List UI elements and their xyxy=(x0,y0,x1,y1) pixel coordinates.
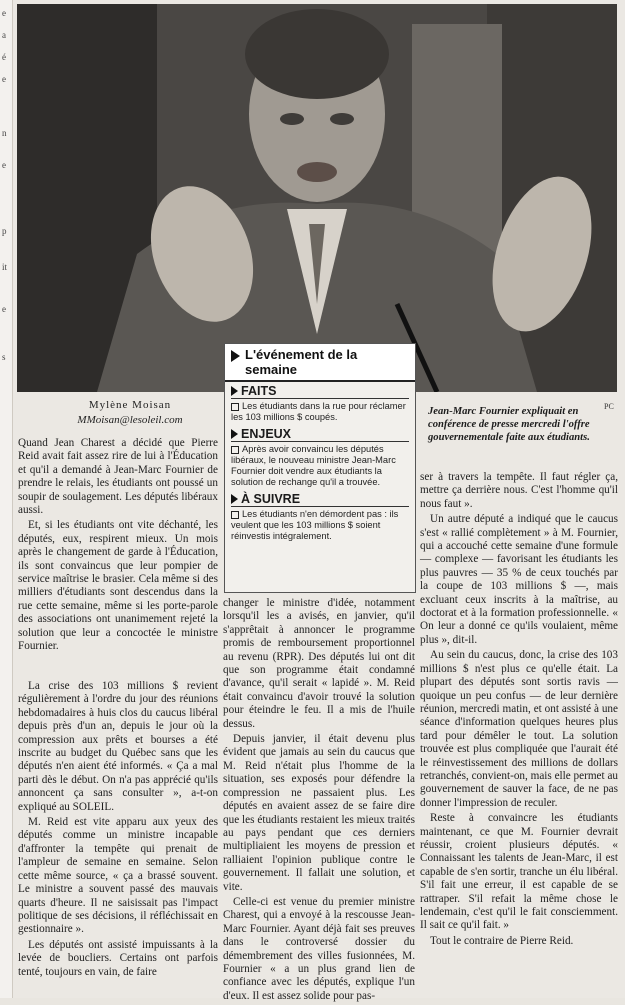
gutter-letter: s xyxy=(2,352,6,362)
triangle-icon xyxy=(231,429,238,439)
section-body: Après avoir convaincu les députés libéraux, le nouveau ministre Jean-Marc Fournier doit vendre aux étudiants la solution de rechange qu'il a trouvée. xyxy=(231,444,396,487)
box-section-faits xyxy=(225,382,415,425)
paragraph: Reste à convaincre les étudiants maintenant, ce que M. Fournier devrait réussir, croient plusieurs députés. « Connaissant les talents de Jean-Marc, il est capable de s'en sortir, tranche un élu libéral. S'il fait une erreur, il est capable de se rattraper. S'il refait la même chose le lendemain, c'est qu'il le fait consciemment. Il sait ce qu'il fait. » xyxy=(420,812,618,932)
photo-illustration xyxy=(17,4,617,392)
gutter-letter: é xyxy=(2,52,6,62)
box-section-a-suivre xyxy=(225,490,415,544)
paragraph: M. Reid est vite apparu aux yeux des députés comme un ministre incapable d'affronter la tempête qui prenait de l'ampleur de semaine en semaine. Selon cette même source, « ça a brassé souvent. Le ministre a souvent passé des mauvais quarts d'heure. Il ne saisissait pas l'impact politique de ses décisions, il réfléchissait en gestionnaire ». xyxy=(18,816,218,936)
article-column-2 xyxy=(223,597,415,1005)
adjacent-column-edge xyxy=(0,0,13,998)
paragraph: La crise des 103 millions $ revient régulièrement à l'ordre du jour des réunions hebdomadaires à huis clos du caucus libéral depuis près d'un an, depuis le jour où la compression aux prêts et bourses a été inscrite au budget du Québec sans que les députés n'en aient été informés. « Ça a mal parti dès le début. On n'a pas apprécié qu'ils annoncent ça sans consulter », a-t-on expliqué au SOLEIL. xyxy=(18,680,218,813)
author-email: MMoisan@lesoleil.com xyxy=(77,414,183,426)
paragraph: Et, si les étudiants ont vite déchanté, les députés, eux, respirent mieux. Un mois après le changement de garde à l'Éducation, ils sont convaincus que leur pompier de service maîtrise le brasier. Cela même si des milliers d'étudiants sont descendus dans la rue cette semaine, même si les porte-parole des associations ont unanimement rejeté la solution que leur a concoctée le ministre Fournier. xyxy=(18,519,218,653)
article-column-1-low xyxy=(18,680,218,981)
paragraph: Quand Jean Charest a décidé que Pierre Reid avait fait assez rire de lui à l'Éducation et qu'il a demandé à Jean-Marc Fournier de prendre le relais, les étudiants ont poussé un soupir de soulagement. Les députés libéraux aussi. xyxy=(18,437,218,517)
checkbox-icon xyxy=(231,446,239,454)
gutter-letter: e xyxy=(2,160,6,170)
gutter-letter: a xyxy=(2,30,6,40)
paragraph: Celle-ci est venue du premier ministre Charest, qui a envoyé à la rescousse Jean-Marc Fournier. Ayant déjà fait ses preuves dans le controversé dossier du démembrement des villes fusionnées, M. Fournier « a un plus grand lien de confiance avec les députés, explique l'un d'eux. Il est assez solide pour pas- xyxy=(223,895,415,1002)
gutter-letter: e xyxy=(2,74,6,84)
paragraph: Tout le contraire de Pierre Reid. xyxy=(430,934,574,947)
checkbox-icon xyxy=(231,511,239,519)
photo-caption: Jean-Marc Fournier expliquait en conférence de presse mercredi l'offre gouvernementale faite aux étudiants. xyxy=(428,406,590,443)
triangle-icon xyxy=(231,386,238,396)
paragraph: Au sein du caucus, donc, la crise des 103 millions $ n'est plus ce qu'elle était. La plupart des députés sont sortis ravis — quoique un peu confus — de leur dernière réunion, mercredi matin, et ont assisté à une séance d'information quelques heures plus tard pour démêler le tout. La solution trouvée est plus compliquée que l'aurait été le réinvestissement des millions de dollars retranchés, convient-on, mais elle permet au gouvernement de sauver la face, de ne pas donner l'impression de reculer. xyxy=(420,649,618,809)
gutter-letter: e xyxy=(2,304,6,314)
event-of-the-week-box xyxy=(224,343,416,593)
triangle-icon xyxy=(231,494,238,504)
box-header xyxy=(225,344,415,382)
paragraph: Les députés ont assisté impuissants à la levée de boucliers. Certains ont parfois tenté, toujours en vain, de faire xyxy=(18,938,218,978)
section-title: FAITS xyxy=(241,384,277,398)
gutter-letter: e xyxy=(2,8,6,18)
section-body: Les étudiants dans la rue pour réclamer les 103 millions $ coupés. xyxy=(231,401,406,422)
checkbox-icon xyxy=(231,403,239,411)
gutter-letter: n xyxy=(2,128,7,138)
box-section-enjeux xyxy=(225,425,415,490)
author-name: Mylène Moisan xyxy=(88,399,172,411)
section-title: ENJEUX xyxy=(241,427,292,441)
paragraph: Depuis janvier, il était devenu plus évident que jamais au sein du caucus que M. Reid n'était plus l'homme de la situation, ses exposés pour défendre la compression ne passaient plus. Les députés en avaient assez de se faire dire que les étudiants restaient les mieux traités au pays pendant que ces derniers multipliaient les moyens de pression et ralliaient l'opinion publique contre le gouvernement. Il fallait une solution, et vite. xyxy=(223,733,415,893)
gutter-letter: it xyxy=(2,262,8,272)
paragraph: changer le ministre d'idée, notamment lorsqu'il les a avisés, en janvier, qu'il s'apprêtait à annoncer le programme promis de remboursement proportionnel au revenu (RPR). Des députés lui ont dit que son programme était condamné d'avance, qu'il serait « lapidé ». M. Reid était convaincu d'avoir trouvé la solution pour éteindre le feu. Il a mis de l'huile dessus. xyxy=(223,597,415,730)
photo-credit: PC xyxy=(604,402,614,411)
paragraph: ser à travers la tempête. Il faut régler ça, mettre ça derrière nous. C'est l'homme qu'il nous faut ». xyxy=(420,471,618,510)
gutter-letter: p xyxy=(2,226,7,236)
section-body: Les étudiants n'en démordent pas : ils veulent que les 103 millions $ soient réinvestis intégralement. xyxy=(231,509,399,541)
news-photo xyxy=(17,4,617,392)
box-title: L'événement de la semaine xyxy=(245,347,358,377)
section-title: À SUIVRE xyxy=(241,492,301,506)
byline xyxy=(60,399,200,426)
article-column-1-top xyxy=(18,437,218,656)
article-column-3 xyxy=(420,471,618,950)
arrow-icon xyxy=(231,350,240,362)
paragraph: Un autre député a indiqué que le caucus s'est « rallié complètement » à M. Fournier, qui a accouché cette semaine d'une formule — complexe — favorisant les étudiants les plus pauvres — 35 % de ceux touchés par la coupe de 103 millions $ —, mais excluant ceux inscrits à la maîtrise, au doctorat et à la formation professionnelle. « On leur a donné ce qu'ils voulaient, même plus », dit-il. xyxy=(420,513,618,646)
